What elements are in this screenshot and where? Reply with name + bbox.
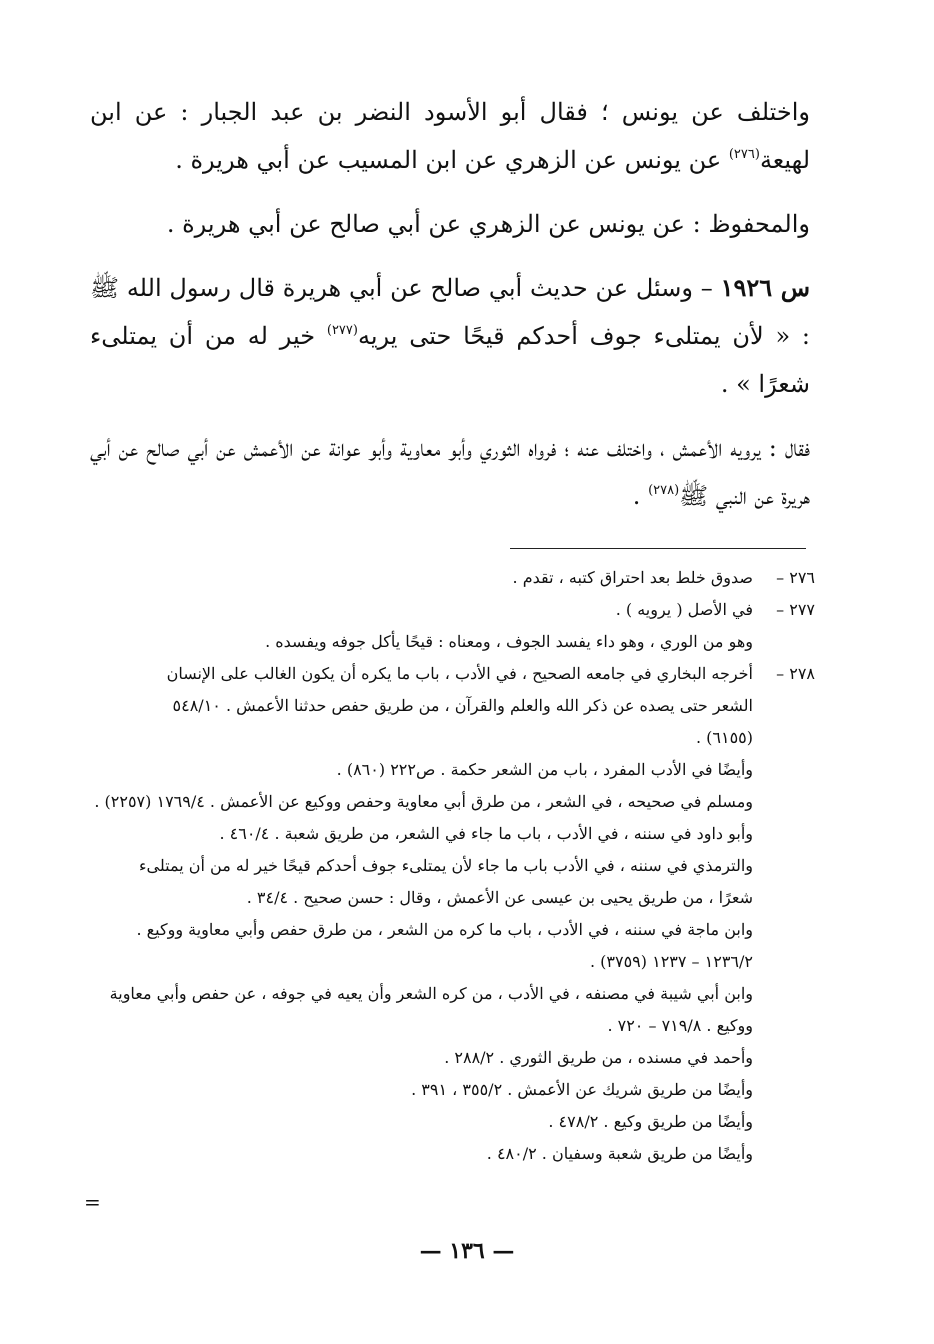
footnote-line: شعرًا ، من طريق يحيى بن عيسى عن الأعمش ، وقال : حسن صحيح . ٣٤/٤ .	[246, 888, 753, 907]
footnote-line: وأيضًا في الأدب المفرد ، باب من الشعر حكمة . ص٢٢٢ (٨٦٠) .	[336, 760, 753, 779]
footnote-line: وأيضًا من طريق شريك عن الأعمش . ٣٥٥/٢ ، ٣٩١ .	[411, 1080, 753, 1099]
honorific-glyph: ﷺ	[90, 274, 119, 302]
footnote-line: وأحمد في مسنده ، من طريق الثوري . ٢٨٨/٢ .	[444, 1048, 753, 1067]
footnote-278-continuation	[80, 754, 815, 1170]
footnote-line: ومسلم في صحيحه ، في الشعر ، من طرق أبي معاوية وحفص ووكيع عن الأعمش . ١٧٦٩/٤ (٢٢٥٧) .	[94, 792, 753, 811]
footnote-number: ٢٧٧ –	[776, 600, 815, 619]
answer-text-1: فقال : يرويه الأعمش ، واختلف عنه ؛ فرواه الثوري وأبو معاوية وأبو عوانة	[328, 434, 811, 462]
footnote-line: وأيضًا من طريق شعبة وسفيان . ٤٨٠/٢ .	[486, 1144, 753, 1163]
footnote-277	[80, 594, 815, 626]
footnote-line: وأيضًا من طريق وكيع . ٤٧٨/٢ .	[548, 1112, 753, 1131]
footnotes	[80, 562, 815, 1170]
footnote-line: وأبو داود في سننه ، في الأدب ، باب ما جاء في الشعر، من طريق شعبة . ٤٦٠/٤ .	[219, 824, 753, 843]
footnote-line: والترمذي في سننه ، في الأدب باب ما جاء لأن يمتلىء جوف أحدكم قيحًا خير له من أن يمتلىء	[138, 856, 753, 875]
footnote-line: أخرجه البخاري في جامعه الصحيح ، في الأدب ، باب ما يكره أن يكون الغالب على الإنسان	[166, 664, 753, 683]
question-text-3: خير له من أن يمتلىء شعرًا » .	[90, 322, 810, 398]
para1-line2-post: عن يونس عن الزهري عن ابن المسيب عن أبي هريرة .	[175, 146, 729, 174]
footnote-separator	[510, 548, 806, 549]
page-number: — ١٣٦ —	[419, 1238, 515, 1264]
footnote-ref-276: (٢٧٦)	[728, 147, 760, 162]
footnote-line: صدوق خلط بعد احتراق كتبه ، تقدم .	[512, 568, 753, 587]
footnote-ref-277: (٢٧٧)	[326, 323, 358, 338]
continuation-mark: =	[84, 1190, 101, 1214]
answer-text-2: عن الأعمش عن أبي صالح عن أبي هريرة عن النبي	[90, 434, 810, 510]
footnote-line: وابن أبي شيبة في مصنفه ، في الأدب ، من كره الشعر وأن يعيه في جوفه ، عن حفص وأبي معاوية	[109, 984, 753, 1003]
footnote-line: وابن ماجة في سننه ، في الأدب ، باب ما كره من الشعر ، من طرق حفص وأبي معاوية ووكيع .	[136, 920, 753, 939]
footnote-277-continuation	[80, 626, 815, 658]
footnote-line: ووكيع . ٧١٩/٨ – ٧٢٠ .	[607, 1016, 753, 1035]
footnote-number: ٢٧٨ –	[776, 664, 815, 683]
footnote-278	[80, 658, 815, 754]
paragraph-1	[90, 88, 810, 184]
footnote-number: ٢٧٦ –	[776, 568, 815, 587]
question-text-2: : « لأن يمتلىء جوف أحدكم قيحًا حتى يريه	[357, 322, 811, 350]
footnote-276	[80, 562, 815, 594]
answer-paragraph	[90, 424, 810, 520]
footnote-line: الشعر حتى يصده عن ذكر الله والعلم والقرآن ، من طريق حفص حدثنا الأعمش . ٥٤٨/١٠	[172, 696, 753, 715]
footnote-line: (٦١٥٥) .	[695, 728, 753, 747]
main-text	[90, 88, 810, 520]
footnote-line: ١٢٣٦/٢ – ١٢٣٧ (٣٧٥٩) .	[589, 952, 753, 971]
honorific-glyph-2: ﷺ	[679, 482, 709, 510]
footnote-line: وهو من الوري ، وهو داء يفسد الجوف ، ومعناه : قيحًا يأكل جوفه ويفسده .	[265, 632, 753, 651]
answer-end: .	[632, 482, 649, 510]
question-paragraph	[90, 264, 810, 408]
footnote-ref-278: (٢٧٨)	[648, 483, 680, 498]
para1-line2-pre: لهيعة	[759, 146, 810, 174]
para1-line1: واختلف عن يونس ؛ فقال أبو الأسود النضر بن عبد الجبار : عن ابن	[90, 98, 810, 126]
paragraph-2: والمحفوظ : عن يونس عن الزهري عن أبي صالح عن أبي هريرة .	[166, 210, 810, 238]
question-text-1: – وسئل عن حديث أبي صالح عن أبي هريرة قال رسول الله	[126, 274, 721, 302]
footnote-line: في الأصل ( يرويه ) .	[615, 600, 753, 619]
question-number: س ١٩٢٦	[720, 273, 811, 302]
